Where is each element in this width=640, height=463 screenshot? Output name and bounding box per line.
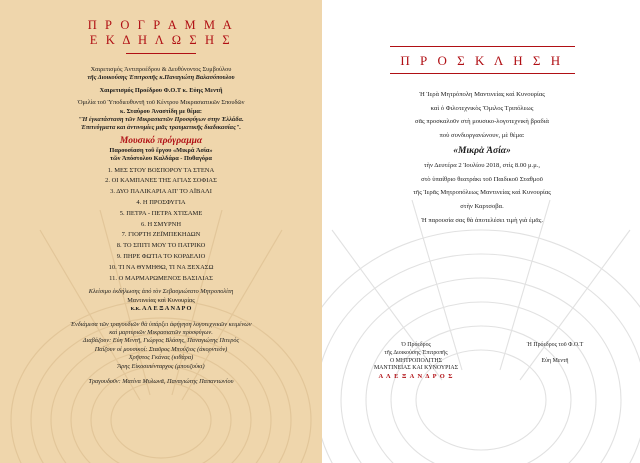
program-title-line2: Ε Κ Δ Η Λ Ω Σ Η Σ <box>89 33 233 47</box>
song-item: 9. ΠΗΡΕ ΦΩΤΙΑ ΤΟ ΚΟΡΔΕΛΙΟ <box>116 253 206 261</box>
title-divider <box>126 53 196 54</box>
invitation-title: Π Ρ Ο Σ Κ Λ Η Σ Η <box>400 53 564 68</box>
invitation-line: στὴν Καρτσοβα. <box>460 202 504 210</box>
music-work-line2: τῶν Ἀπόστολου Καλδάρα - Πυθαγόρα <box>110 155 212 163</box>
invitation-closing: Ἡ παρουσία σας θὰ ἀποτελέσει τιμὴ γιὰ ἐμᾶς. <box>421 216 543 224</box>
song-item: 4. Η ΠΡΟΣΦΥΓΙΑ <box>136 199 186 207</box>
invitation-line: τῆς Ἱερᾶς Μητροπόλεως Μαντινείας καὶ Κυνουρίας <box>413 189 551 197</box>
music-work-line1: Παρουσίαση τοῦ ἔργου «Μικρά Ἀσία» <box>109 146 213 154</box>
signature-name: Εὐη Μεντῆ <box>541 357 569 364</box>
song-list <box>14 166 308 285</box>
program-title-line1: Π Ρ Ο Γ Ρ Α Μ Μ Α <box>87 18 235 32</box>
invitation-top-rule <box>390 46 575 47</box>
invitation-venue: στὸ ὑπαίθριο θεατράκι τοῦ Παιδικοῦ Σταθμοῦ <box>421 175 543 183</box>
program-content <box>14 18 308 386</box>
singers-line: Τραγουδοῦν: Ματίνα Μυλωνᾶ, Παναγιώτης Παπαντωνίου <box>88 378 234 386</box>
song-item: 5. ΠΕΤΡΑ - ΠΕΤΡΑ ΧΤΙΣΑΜΕ <box>119 209 203 217</box>
closing-block: Κλείσιμο ἐκδήλωσης ἀπό τὸν Σεβασμιώτατο Μητροπολίτη Μαντινείας καὶ Κυνουρίας κ.κ. Α Λ Ε Ξ Α Ν Δ Ρ Ο <box>88 288 234 313</box>
song-item: 10. ΤΙ ΝΑ ΘΥΜΗΘΩ, ΤΙ ΝΑ ΞΕΧΑΣΩ <box>108 263 214 271</box>
signature-name: Α Λ Ε Ξ Α Ν Δ Ρ Ο Σ <box>378 373 454 381</box>
greeting-vice-president: Χαιρετισμός Ἀντιπροέδρου & Δευθύνοντος Συμβούλου τῆς Διοικούσης Ἐπιτροπῆς κ.Παναγιώτη Βαλασόπουλου <box>87 66 235 82</box>
music-program-heading: Μουσικό πρόγραμμα <box>119 135 203 146</box>
credits-block: Ἐνδιάμεσα τῶν τραγουδιῶν θὰ ὑπάρξει ἀφήγηση λογοτεχνικῶν κειμένων καὶ μαρτυριῶν Μικρασιατῶν προσφύγων. Διαβάζουν: Εὐη Μεντῆ, Γιώργος Βλάσης, Παναγιώτης Πιτερός Παίζουν οἱ μουσικοί: Σταῦρος Μπούζιος (ἀκορντεόν) Χρῆστος Γκάνας (κιθάρα) Ἄρης Εἰκοσιπένταρχος (μπουζούκι) <box>70 320 252 370</box>
invitation-line: σᾶς προσκαλοῦν στὴ μουσικο-λογοτεχνικὴ βραδιὰ <box>415 118 549 126</box>
invitation-panel <box>322 0 640 463</box>
signature-metropolitan: Ὁ Πρόεδρος τῆς Διοικούσης Ἐπιτροπῆς Ο ΜΗΤΡΟΠΟΛΙΤΗΣ ΜΑΝΤΙΝΕΙΑΣ ΚΑΙ ΚΥΝΟΥΡΙΑΣ Α Λ Ε Ξ Α Ν Δ Ρ Ο Σ <box>356 342 476 381</box>
greeting-fot-president: Χαιρετισμός Προέδρου Φ.Ο.Τ κ. Εὐης Μεντῆ <box>99 86 223 94</box>
signature-fot-president: Ἡ Πρόεδρος τοῦ Φ.Ο.Τ Εὐη Μεντῆ <box>500 342 610 366</box>
song-item: 8. ΤΟ ΣΠΙΤΙ ΜΟΥ ΤΟ ΠΑΤΡΙΚΟ <box>116 242 206 250</box>
invitation-date: τὴν Δευτέρα 2 Ἰουλίου 2018, στὶς 8.00 μ.μ., <box>423 161 541 169</box>
song-item: 11. Ο ΜΑΡΜΑΡΩΜΕΝΟΣ ΒΑΣΙΛΙΑΣ <box>109 274 213 282</box>
song-item: 2. ΟΙ ΚΑΜΠΑΝΕΣ ΤΗΣ ΑΓΙΑΣ ΣΟΦΙΑΣ <box>105 177 217 185</box>
song-item: 3. ΔΥΟ ΠΑΛΙΚΑΡΙΑ ΑΠ' ΤΟ ΑΪΒΑΛΙ <box>110 188 212 196</box>
invitation-theme: «Μικρὰ Ἀσία» <box>453 145 511 156</box>
song-item: 6. Η ΣΜΥΡΝΗ <box>140 220 182 228</box>
invitation-line: Ἡ Ἱερὰ Μητρόπολη Μαντινείας καὶ Κυνουρίας <box>419 91 545 98</box>
invitation-bottom-rule <box>390 73 575 74</box>
song-item: 1. ΜΕΣ ΣΤΟΥ ΒΟΣΠΟΡΟΥ ΤΑ ΣΤΕΝΑ <box>107 166 215 174</box>
invitation-line: ποὺ συνδιοργανώνουν, μὲ θέμα: <box>439 132 525 140</box>
song-item: 7. ΓΙΟΡΤΗ ΖΕΪΜΠΕΚΗΔΩΝ <box>121 231 201 239</box>
invitation-line: καὶ ὁ Φιλοτεχνικὸς Ὅμιλος Τριπόλεως <box>430 104 534 112</box>
invitation-content <box>332 46 632 227</box>
speech-block: Ὁμιλία τοῦ Ὑποδιευθυντῆ τοῦ Κέντρου Μικρασιατικῶν Σπουδῶν κ. Σταύρου Ἀναστίδη με θέμα: "Ἡ ἐγκατάσταση τῶν Μικρασιατῶν Προσφύγων στην Ἑλλάδα. Ἐπιτεύγματα και ἀντινομίες μιᾶς τραυματικῆς διαδικασίας". <box>77 99 245 132</box>
program-title <box>14 18 308 48</box>
